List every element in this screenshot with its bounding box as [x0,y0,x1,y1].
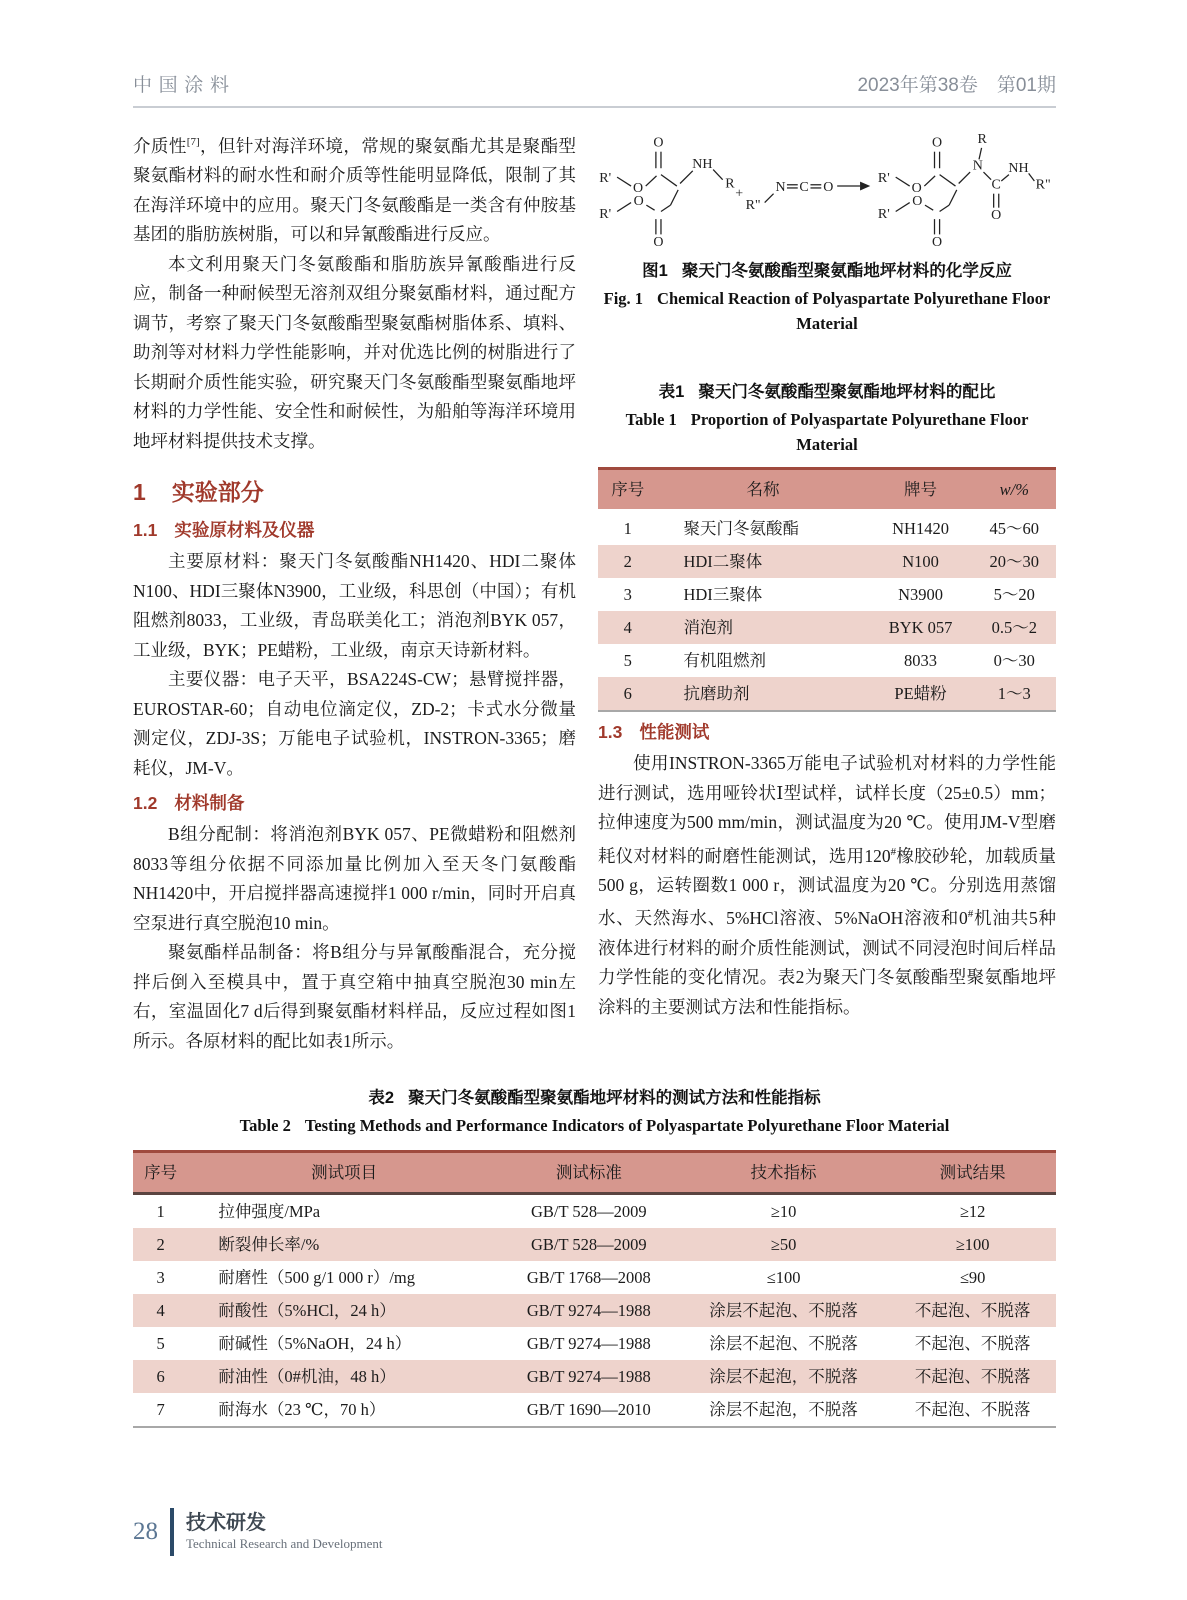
table-row [598,611,1056,644]
table-row [133,1393,1056,1427]
caption-text: 聚天门冬氨酸酯型聚氨酯地坪材料的化学反应 [681,262,1012,280]
atom-label: R [725,176,735,192]
table-row [133,1360,1056,1393]
atom-label: N [972,158,983,174]
reference-superscript: [7] [186,136,200,148]
section-number: 1.3 [598,722,623,742]
page-number: 28 [133,1518,158,1545]
body-paragraph-3: 主要原材料：聚天门冬氨酸酯NH1420、HDI二聚体N100、HDI三聚体N3900，工业级，科思创（中国）；有机阻燃剂8033，工业级，青岛联美化工；消泡剂BYK 057，工业级，BYK；PE蜡粉，工业级，南京天诗新材料。 [133,551,576,660]
table1-caption-en [598,407,1056,457]
table-cell: N3900 [898,585,943,604]
figure1-caption-en [598,286,1056,336]
table-row [598,511,1056,546]
atom-label: O [931,135,943,151]
right-column [598,128,1056,1056]
table-cell: 断裂伸长率/% [218,1235,320,1255]
table-header-cell: 牌号 [869,469,973,511]
table-cell: 7 [133,1393,188,1427]
table-cell: 聚天门冬氨酸酯 [683,519,799,538]
table-row [598,545,1056,578]
paragraph-text: ，但针对海洋环境，常规的聚氨酯尤其是聚酯型聚氨酯材料的耐水性和耐介质等性能明显降低，限制了其在海洋环境中的应用。聚天门冬氨酸酯是一类含有仲胺基基团的脂肪族树脂，可以和异氰酸酯进行反应。 [133,135,577,245]
body-paragraph-1 [133,128,576,250]
table2-caption-en [133,1113,1056,1138]
chemical-reaction-diagram [598,130,1056,251]
atom-label: NH [1008,161,1029,177]
table-header-cell: w/% [973,469,1056,511]
table2-block [133,1086,1056,1428]
table-cell: 1～3 [973,677,1056,711]
table-cell: ≥10 [770,1202,797,1222]
caption-text: 聚天门冬氨酸酯型聚氨酯地坪材料的测试方法和性能指标 [408,1089,821,1108]
table-cell: 5 [623,651,632,670]
table-header-cell: 名称 [657,469,868,511]
table-row [598,644,1056,677]
table1-block [598,380,1056,712]
table-cell: 不起泡、不脱落 [889,1393,1056,1427]
atom-label: R' [599,171,612,187]
section-number: 1.2 [133,793,158,814]
plus-sign: + [735,186,744,202]
table-cell: 有机阻燃剂 [683,651,766,670]
table-cell: 不起泡、不脱落 [914,1334,1031,1354]
table-cell: 0.5～2 [991,618,1037,637]
table-cell: BYK 057 [888,618,953,637]
table-cell: HDI二聚体 [683,552,763,571]
atom-label: O [653,234,664,250]
table-cell: 耐油性（0#机油，48 h） [218,1367,396,1387]
section-title: 材料制备 [174,793,245,814]
table-cell: 耐酸性（5%HCl，24 h） [218,1301,396,1321]
table-cell: 抗磨助剂 [657,677,868,711]
table-row [133,1327,1056,1360]
section-heading-1-1 [133,517,576,542]
table-row [133,1194,1056,1229]
table-cell: 0～30 [993,651,1035,670]
table-cell: 3 [623,585,632,604]
atom-label: R" [1035,177,1051,193]
table-cell: ≥12 [959,1202,986,1222]
table-cell: 不起泡、不脱落 [914,1301,1031,1321]
table-cell: GB/T 528—2009 [530,1235,647,1255]
section-number: 1.1 [133,520,158,541]
table-cell: 涂层不起泡、不脱落 [709,1334,858,1354]
atom-label: O [633,194,644,210]
figure1 [598,130,1056,336]
atom-label: O [931,234,943,250]
table-label: 表1 [658,383,685,401]
section-title: 实验部分 [171,479,264,506]
table-cell: ≤90 [959,1268,986,1288]
table-cell: NH1420 [892,519,949,538]
table-cell: 20～30 [989,552,1040,571]
table-row [598,677,1056,711]
table-cell: 2 [156,1235,165,1255]
atom-label: C [991,177,1001,193]
column-title-cn: 技术研发 [186,1512,266,1534]
caption-text: Chemical Reaction of Polyaspartate Polyurethane Floor Material [657,289,1051,333]
table-cell: GB/T 9274—1988 [526,1367,651,1387]
table-cell: 6 [156,1367,165,1387]
two-column-body [133,128,1056,1056]
table-cell: 4 [156,1301,165,1321]
table-cell: GB/T 1690—2010 [500,1393,678,1427]
table-cell: 消泡剂 [683,618,733,637]
atom-label: O [633,180,644,196]
left-column [133,128,576,1056]
table-cell: ≥100 [955,1235,990,1255]
atom-label: C [799,180,809,196]
table-cell: ≤100 [766,1268,801,1288]
page-footer [133,1508,383,1556]
paragraph-text: 机油共5种液体进行材料的耐介质性能测试，测试不同浸泡时间后样品力学性能的变化情况。表2为聚天门冬氨酸酯型聚氨酯地坪涂料的主要测试方法和性能指标。 [598,908,1056,1017]
table-cell: 1 [623,519,632,538]
issue-info: 2023年第38卷 第01期 [857,75,1056,96]
section-title: 性能测试 [639,722,710,742]
figure-label: 图1 [642,262,668,280]
table-cell: 涂层不起泡，不脱落 [678,1393,889,1427]
body-paragraph-7 [598,749,1056,1022]
table2-caption-cn [133,1086,1056,1111]
figure-label: Fig. 1 [603,289,644,308]
table2 [133,1150,1056,1428]
figure1-caption-cn [598,259,1056,284]
table1-caption-cn [598,380,1056,405]
footer-divider [170,1508,174,1556]
paragraph-text: 使用INSTRON-3365万能电子试验机对材料的力学性能进行测试，选用哑铃状Ⅰ型试样，试样长度（25±0.5）mm；拉伸速度为500 mm/min，测试温度为20 ℃。使用JM-V型磨耗仪对材料的耐磨性能测试，选用120 [598,753,1056,866]
journal-title: 中国涂料 [133,75,236,96]
section-title: 实验原材料及仪器 [174,520,315,541]
table-label: 表2 [368,1089,395,1108]
atom-label: R' [599,206,612,222]
paragraph-text: 橡胶砂轮，加载质量500 g，运转圈数1 000 r，测试温度为20 ℃。分别选用蒸馏水、天然海水、5%HCl溶液、5%NaOH溶液和0 [598,845,1056,929]
atom-label: O [823,180,834,196]
table-cell: 5～20 [993,585,1035,604]
table-cell: GB/T 9274—1988 [526,1301,651,1321]
body-paragraph-2: 本文利用聚天门冬氨酸酯和脂肪族异氰酸酯进行反应，制备一种耐候型无溶剂双组分聚氨酯材料，通过配方调节，考察了聚天门冬氨酸酯型聚氨酯树脂体系、填料、助剂等对材料力学性能影响，并对优选比例的树脂进行了长期耐介质性能实验，研究聚天门冬氨酸酯型聚氨酯地坪材料的力学性能、安全性和耐候性，为船舶等海洋环境用地坪材料提供技术支撑。 [133,253,576,451]
table-header-cell: 序号 [133,1152,188,1194]
table-cell: 1 [156,1202,165,1222]
table-cell: 5 [156,1334,165,1354]
table-cell: 耐磨性（500 g/1 000 r）/mg [218,1268,415,1288]
table-cell: 涂层不起泡、不脱落 [709,1301,858,1321]
footer-column [186,1511,383,1553]
table-header-cell: 测试结果 [889,1152,1056,1194]
body-paragraph-6: 聚氨酯样品制备：将B组分与异氰酸酯混合，充分搅拌后倒入至模具中，置于真空箱中抽真空脱泡30 min左右，室温固化7 d后得到聚氨酯材料样品，反应过程如图1所示。各原材料的配比如表1所示。 [133,942,576,1051]
paragraph-text: 介质性 [133,135,187,156]
section-heading-1-2 [133,790,576,815]
table-cell: 4 [623,618,632,637]
table-header-cell: 测试标准 [500,1152,678,1194]
table-cell: 涂层不起泡，不脱落 [709,1367,858,1387]
atom-label: O [653,135,664,151]
caption-text: 聚天门冬氨酸酯型聚氨酯地坪材料的配比 [698,383,996,401]
table-cell: 45～60 [989,519,1040,538]
table-cell: 拉伸强度/MPa [218,1202,321,1222]
table-cell: 8033 [904,651,938,670]
table-cell: 耐碱性（5%NaOH，24 h） [218,1334,412,1354]
table-header-cell: 测试项目 [188,1152,499,1194]
table-label: Table 2 [239,1116,291,1136]
section-heading-1-3 [598,719,1056,744]
table-cell: N100 [902,552,939,571]
atom-label: O [991,208,1002,224]
table-row [133,1228,1056,1261]
body-paragraph-5: B组分配制：将消泡剂BYK 057、PE微蜡粉和阻燃剂8033等组分依据不同添加量比例加入至天冬门氨酸酯NH1420中，开启搅拌器高速搅拌1 000 r/min，同时开启真空泵进行真空脱泡10 min。 [133,824,576,933]
table-row [133,1261,1056,1294]
caption-text: Testing Methods and Performance Indicators of Polyaspartate Polyurethane Floor Material [304,1116,950,1136]
table-row [133,1294,1056,1327]
table-label: Table 1 [625,410,677,429]
body-paragraph-4: 主要仪器：电子天平，BSA224S-CW；悬臂搅拌器，EUROSTAR-60；自动电位滴定仪，ZD-2；卡式水分微量测定仪，ZDJ-3S；万能电子试验机，INSTRON-3365；磨耗仪，JM-V。 [133,669,576,778]
table-header-row [598,469,1056,511]
grit-superscript: # [890,845,897,858]
table-cell: PE蜡粉 [869,677,973,711]
atom-label: O [912,194,923,210]
table-cell: 不起泡、不脱落 [914,1367,1031,1387]
section-heading-1 [133,474,576,507]
table-cell: 6 [598,677,657,711]
running-head [133,70,1056,108]
atom-label: N [775,180,786,196]
table1 [598,467,1056,712]
atom-label: NH [692,157,713,173]
table-header-cell: 序号 [598,469,657,511]
oil-grade-superscript: # [967,908,974,921]
table-cell: 耐海水（23 ℃，70 h） [188,1393,499,1427]
table-cell: 2 [623,552,632,571]
section-number: 1 [133,479,146,506]
table-cell: 3 [156,1268,165,1288]
reaction-arrow [860,182,870,191]
column-title-en: Technical Research and Development [186,1536,383,1551]
atom-label: R' [877,171,890,187]
table-row [598,578,1056,611]
atom-label: R' [877,206,890,222]
atom-label: O [911,180,922,196]
atom-label: R [977,131,987,147]
table-cell: HDI三聚体 [683,585,763,604]
table-cell: ≥50 [770,1235,797,1255]
table-cell: GB/T 9274—1988 [526,1334,651,1354]
table-cell: GB/T 528—2009 [530,1202,647,1222]
atom-label: R" [745,197,761,213]
table-cell: GB/T 1768—2008 [526,1268,651,1288]
table-header-row [133,1152,1056,1194]
caption-text: Proportion of Polyaspartate Polyurethane Floor Material [690,410,1029,454]
table-header-cell: 技术指标 [678,1152,889,1194]
